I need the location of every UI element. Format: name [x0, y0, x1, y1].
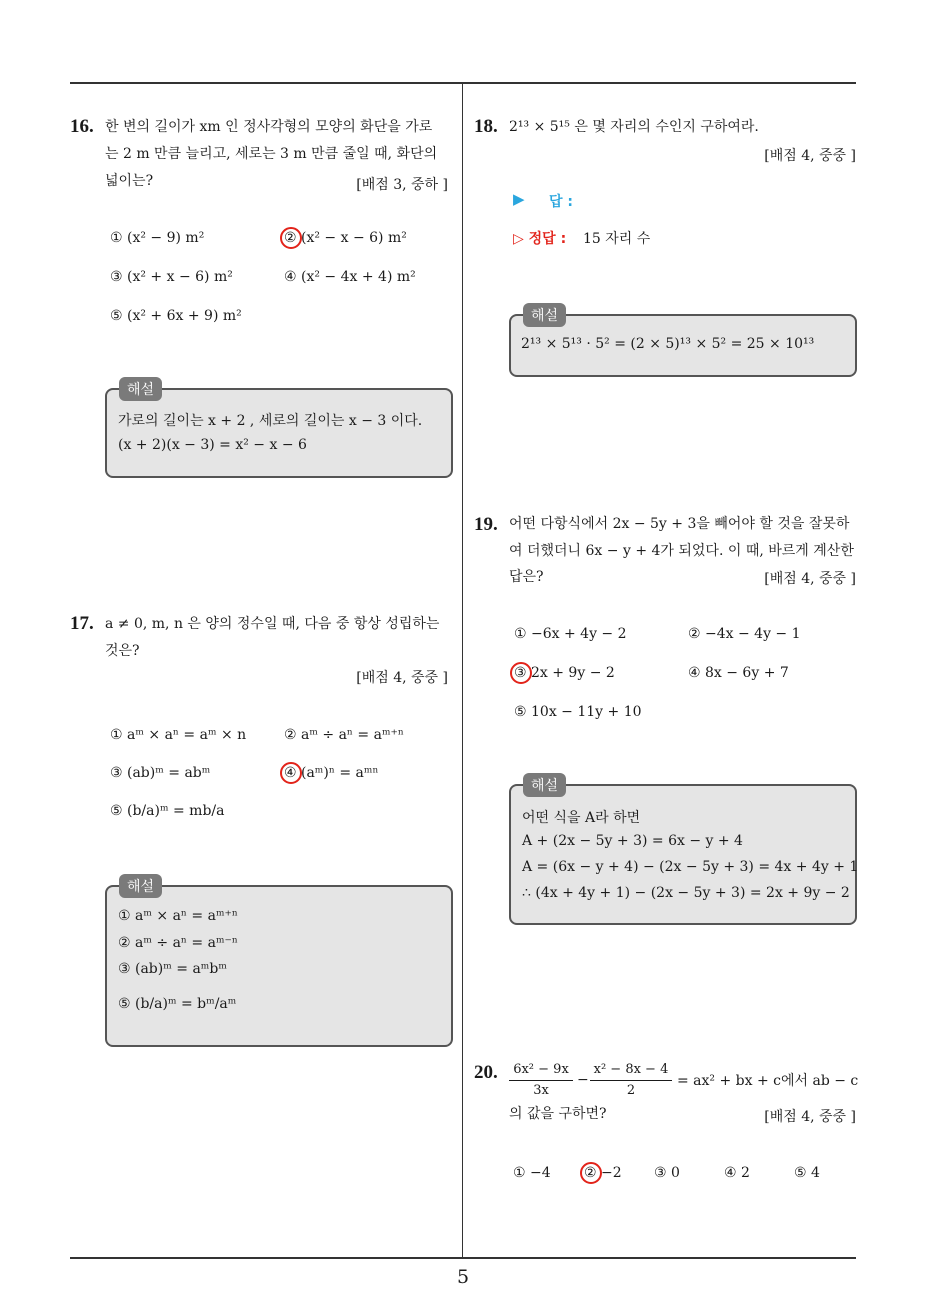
q19-text-line1: 어떤 다항식에서 2x − 5y + 3을 빼어야 할 것을 잘못하 — [509, 516, 850, 532]
q18-explanation-line1: 2¹³ × 5¹³ · 5² = (2 × 5)¹³ × 5² = 25 × 10¹³ — [521, 336, 815, 352]
q19-text-line3: 답은? — [509, 569, 544, 585]
q18-text-line1: 2¹³ × 5¹⁵ 은 몇 자리의 수인지 구하여라. — [509, 119, 759, 135]
q19-text-line2: 여 더했더니 6x − y + 4가 되었다. 이 때, 바르게 계산한 — [509, 543, 854, 559]
bottom-rule — [70, 1257, 856, 1259]
q16-explanation-tag: 해설 — [119, 377, 162, 401]
q17-explanation-line1: ① aᵐ × aⁿ = aᵐ⁺ⁿ — [118, 908, 238, 924]
q17-explanation-line2: ② aᵐ ÷ aⁿ = aᵐ⁻ⁿ — [118, 935, 238, 951]
q18-score: [배점 4, 중중 ] — [764, 148, 856, 164]
q19-number: 19. — [474, 514, 498, 535]
q19-explanation-tag: 해설 — [523, 773, 566, 797]
q17-explanation-line4: ⑤ (b/a)ᵐ = bᵐ/aᵐ — [118, 996, 237, 1012]
q16-explanation-box — [105, 388, 453, 478]
q19-option-1[interactable]: ① −6x + 4y − 2 — [514, 626, 627, 642]
q19-explanation-line2: A + (2x − 5y + 3) = 6x − y + 4 — [522, 833, 743, 849]
q16-option-2[interactable]: ② (x² − x − 6) m² — [284, 230, 407, 246]
q17-explanation-tag: 해설 — [119, 874, 162, 898]
q16-explanation-line1: 가로의 길이는 x + 2 , 세로의 길이는 x − 3 이다. — [118, 413, 423, 429]
q17-option-2[interactable]: ② aᵐ ÷ aⁿ = aᵐ⁺ⁿ — [284, 727, 404, 743]
q19-explanation-line4: ∴ (4x + 4y + 1) − (2x − 5y + 3) = 2x + 9y − 2 — [522, 885, 850, 901]
q18-correct-label: ▷ 정답 : — [513, 231, 567, 247]
q19-answer-circle — [510, 662, 532, 684]
q20-number: 20. — [474, 1062, 498, 1083]
q18-number: 18. — [474, 116, 498, 137]
q17-text-line1: a ≠ 0, m, n 은 양의 정수일 때, 다음 중 항상 성립하는 — [105, 616, 440, 632]
q20-expression-rest: = ax² + bx + c에서 ab − c — [677, 1073, 859, 1089]
q17-answer-circle — [280, 762, 302, 784]
top-rule — [70, 82, 856, 84]
q19-explanation-line1: 어떤 식을 A라 하면 — [522, 810, 641, 826]
q19-option-3[interactable]: ③ 2x + 9y − 2 — [514, 665, 615, 681]
q20-text-line2: 의 값을 구하면? — [509, 1106, 607, 1122]
q20-fraction1-numerator: 6x² − 9x — [513, 1062, 569, 1077]
q19-score: [배점 4, 중중 ] — [764, 571, 856, 587]
q20-answer-circle — [580, 1162, 602, 1184]
q17-option-1[interactable]: ① aᵐ × aⁿ = aᵐ × n — [110, 727, 247, 743]
q17-text-line2: 것은? — [105, 643, 140, 659]
q20-score: [배점 4, 중중 ] — [764, 1109, 856, 1125]
q20-fraction2-numerator: x² − 8x − 4 — [593, 1062, 669, 1077]
q17-option-4[interactable]: ④ (aᵐ)ⁿ = aᵐⁿ — [284, 765, 379, 781]
q19-explanation-box — [509, 784, 857, 925]
q20-option-1[interactable]: ① −4 — [513, 1165, 551, 1181]
q20-fraction2-denominator: 2 — [626, 1083, 636, 1098]
q16-option-4[interactable]: ④ (x² − 4x + 4) m² — [284, 269, 416, 285]
q17-score: [배점 4, 중중 ] — [356, 670, 448, 686]
q16-answer-circle — [280, 227, 302, 249]
q20-fraction1-denominator: 3x — [533, 1083, 549, 1098]
q18-answer-arrow-icon: ▶ — [513, 190, 525, 208]
q18-answer-label: 답 : — [549, 194, 573, 210]
q16-explanation-line2: (x + 2)(x − 3) = x² − x − 6 — [118, 437, 307, 453]
q20-option-4[interactable]: ④ 2 — [724, 1165, 750, 1181]
q17-explanation-line3: ③ (ab)ᵐ = aᵐbᵐ — [118, 961, 227, 977]
q19-option-4[interactable]: ④ 8x − 6y + 7 — [688, 665, 789, 681]
q20-fraction2-bar — [590, 1080, 672, 1081]
column-divider — [462, 83, 463, 1258]
q16-number: 16. — [70, 116, 94, 137]
q16-option-5[interactable]: ⑤ (x² + 6x + 9) m² — [110, 308, 242, 324]
q20-option-5[interactable]: ⑤ 4 — [794, 1165, 820, 1181]
page-number: 5 — [456, 1266, 470, 1288]
q20-option-3[interactable]: ③ 0 — [654, 1165, 680, 1181]
q18-explanation-tag: 해설 — [523, 303, 566, 327]
q16-option-3[interactable]: ③ (x² + x − 6) m² — [110, 269, 233, 285]
q20-option-2[interactable]: ② −2 — [584, 1165, 622, 1181]
q16-score: [배점 3, 중하 ] — [356, 177, 448, 193]
q16-text-line1: 한 변의 길이가 xm 인 정사각형의 모양의 화단을 가로 — [105, 119, 433, 135]
q18-correct-value: 15 자리 수 — [583, 231, 651, 247]
q20-minus-sign: − — [577, 1072, 589, 1088]
q16-text-line3: 넓이는? — [105, 173, 154, 189]
q17-number: 17. — [70, 613, 94, 634]
q16-option-1[interactable]: ① (x² − 9) m² — [110, 230, 205, 246]
q17-option-3[interactable]: ③ (ab)ᵐ = abᵐ — [110, 765, 211, 781]
q17-option-5[interactable]: ⑤ (b/a)ᵐ = mb/a — [110, 803, 225, 819]
q19-option-2[interactable]: ② −4x − 4y − 1 — [688, 626, 801, 642]
q19-explanation-line3: A = (6x − y + 4) − (2x − 5y + 3) = 4x + 4y + 1 — [522, 859, 859, 875]
q20-fraction1-bar — [509, 1080, 573, 1081]
q16-text-line2: 는 2 m 만큼 늘리고, 세로는 3 m 만큼 줄일 때, 화단의 — [105, 146, 438, 162]
q19-option-5[interactable]: ⑤ 10x − 11y + 10 — [514, 704, 642, 720]
